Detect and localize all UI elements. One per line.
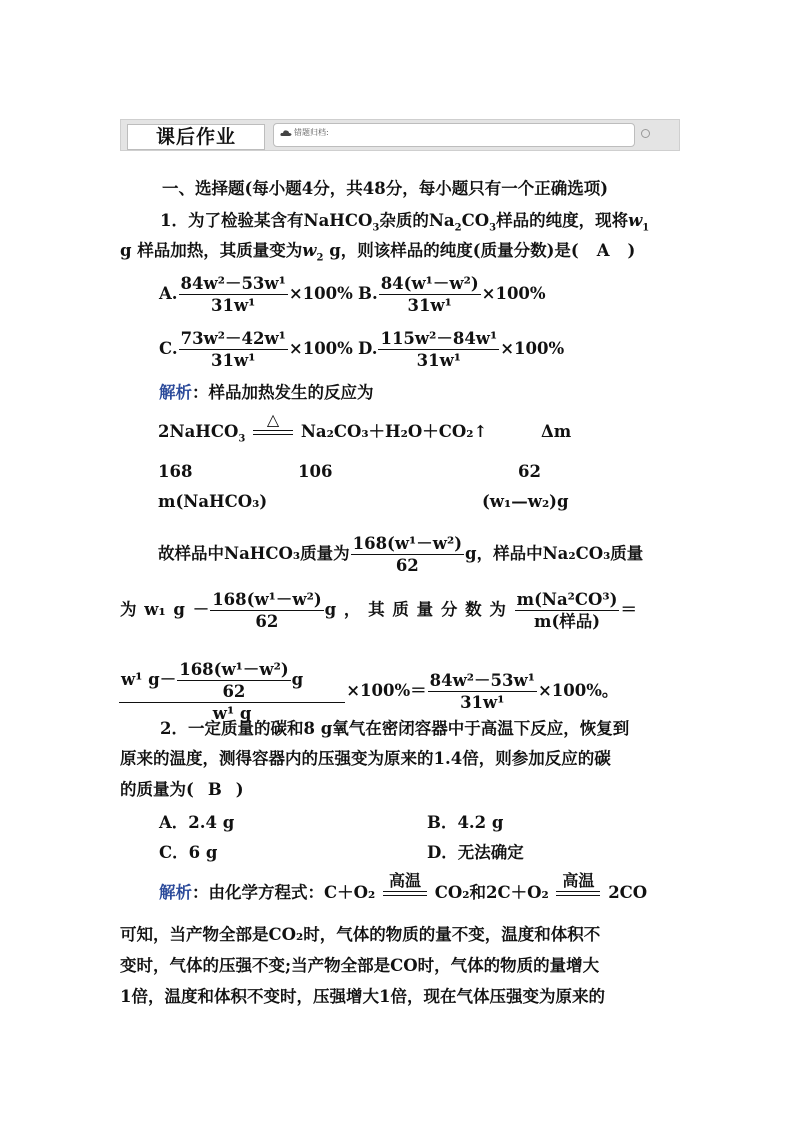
analysis-text: ：样品加热发生的反应为 bbox=[192, 383, 374, 402]
condition-text: 高温 bbox=[388, 871, 421, 890]
denominator: 31w¹ bbox=[179, 349, 288, 370]
numerator: 115w²－84w¹ bbox=[380, 329, 498, 348]
denominator: 31w¹ bbox=[378, 349, 499, 370]
text: w¹ g－ bbox=[121, 670, 177, 689]
error-archive-label: 错题归档: bbox=[294, 128, 329, 137]
denominator: 31w¹ bbox=[179, 294, 288, 315]
option-letter: D. bbox=[358, 339, 378, 358]
cloud-icon bbox=[280, 129, 292, 137]
fraction bbox=[428, 671, 537, 712]
compound-denominator: w¹ g bbox=[119, 702, 345, 723]
percent: ×100% bbox=[288, 339, 353, 358]
q2-analysis-line1 bbox=[159, 871, 648, 903]
q1-option-d bbox=[358, 329, 564, 370]
q1-answer: A bbox=[596, 241, 610, 260]
text: g bbox=[291, 670, 304, 689]
equation-products: Na₂CO₃＋H₂O＋CO₂↑ bbox=[300, 422, 488, 441]
high-temp-condition-sign bbox=[381, 871, 429, 898]
heat-condition-sign bbox=[251, 410, 295, 437]
homework-header-banner bbox=[120, 119, 680, 151]
q1-stem-part: CO bbox=[461, 211, 490, 230]
numerator: 168(w¹－w²) bbox=[352, 534, 463, 553]
mass-168: 168 bbox=[158, 462, 193, 481]
q2-stem-line3: 的质量为( B ) bbox=[120, 780, 244, 799]
denominator: 31w¹ bbox=[379, 294, 481, 315]
text: ：由化学方程式：C＋O₂ bbox=[192, 883, 376, 902]
equation-reactant: 2NaHCO bbox=[158, 422, 239, 441]
high-temp-condition-sign bbox=[554, 871, 602, 898]
q2-stem-line2: 原来的温度，测得容器内的压强变为原来的1.4倍，则参加反应的碳 bbox=[120, 749, 611, 768]
text: g，样品中Na₂CO₃质量 bbox=[465, 544, 644, 563]
fraction bbox=[179, 329, 288, 370]
text: 故样品中NaHCO₃质量为 bbox=[158, 544, 350, 563]
heat-symbol: △ bbox=[266, 410, 280, 429]
q1-stem-line1: 1．为了检验某含有NaHCO$_3$杂质的$Na_2CO_3$样品的纯度，现将$w_1$ bbox=[160, 211, 650, 234]
mass-nahco3: m(NaHCO₃) bbox=[158, 492, 268, 511]
percent: ×100% bbox=[288, 284, 353, 303]
na2co3-mass-line bbox=[120, 590, 637, 631]
fraction bbox=[210, 590, 323, 631]
condition-text: 高温 bbox=[562, 871, 595, 890]
q2-stem-line1: 2．一定质量的碳和8 g氧气在密闭容器中于高温下反应，恢复到 bbox=[160, 719, 630, 738]
q2-option-a: A．2.4 g bbox=[159, 813, 235, 832]
text: 为 w₁ g － bbox=[120, 600, 210, 619]
analysis-label: 解析 bbox=[159, 383, 192, 402]
fraction bbox=[177, 660, 290, 701]
mass-difference: (w₁—w₂)g bbox=[482, 492, 569, 511]
q1-option-c bbox=[159, 329, 353, 370]
error-archive-field[interactable] bbox=[273, 123, 635, 147]
section-title: 一、选择题(每小题4分，共48分，每小题只有一个正确选项) bbox=[162, 179, 609, 198]
fraction bbox=[379, 274, 481, 315]
numerator: m(Na²CO³) bbox=[516, 590, 618, 609]
mass-106: 106 bbox=[298, 462, 333, 481]
denominator: 62 bbox=[210, 610, 323, 631]
q1-option-b bbox=[358, 274, 546, 315]
q2-analysis-line4: 1倍，温度和体积不变时，压强增大1倍，现在气体压强变为原来的 bbox=[120, 987, 605, 1006]
equals: ＝ bbox=[620, 600, 637, 619]
q2-analysis-line3: 变时，气体的压强不变;当产物全部是CO时，气体的物质的量增大 bbox=[120, 956, 600, 975]
q1-option-a bbox=[159, 274, 353, 315]
numerator: 84w²－53w¹ bbox=[429, 671, 535, 690]
text: ×100%＝ bbox=[346, 681, 427, 700]
mass-62: 62 bbox=[518, 462, 541, 481]
delta-m: Δm bbox=[541, 422, 572, 441]
circle-icon[interactable] bbox=[641, 129, 650, 138]
q1-stem-part: 1．为了检验某含有NaHCO bbox=[160, 211, 373, 230]
q1-stem-part: g 样品加热，其质量变为 bbox=[120, 241, 303, 260]
fraction bbox=[179, 274, 288, 315]
numerator: 84(w¹－w²) bbox=[380, 274, 479, 293]
q2-answer: B bbox=[207, 780, 222, 799]
q1-stem-line2: g 样品加热，其质量变为$w_2$ g，则该样品的纯度(质量分数)是( A ) bbox=[120, 241, 636, 264]
percent: ×100% bbox=[481, 284, 546, 303]
numerator: 168(w¹－w²) bbox=[179, 660, 289, 679]
reaction-equation: 2NaHCO$_3$ △ Na₂CO₃＋H₂O＋CO₂↑ bbox=[158, 410, 488, 445]
fraction bbox=[351, 534, 464, 575]
q2-option-c: C．6 g bbox=[159, 843, 218, 862]
q1-analysis-intro bbox=[159, 383, 374, 403]
purity-result-line bbox=[118, 660, 618, 723]
q2-option-b: B．4.2 g bbox=[427, 813, 504, 832]
q1-stem-part: g，则该样品的纯度(质量分数)是( bbox=[329, 241, 579, 260]
nahco3-mass-line bbox=[158, 534, 643, 575]
option-letter: B. bbox=[358, 284, 378, 303]
denominator: 62 bbox=[351, 554, 464, 575]
fraction bbox=[515, 590, 620, 631]
percent: ×100% bbox=[500, 339, 565, 358]
q1-stem-part: 杂质的Na bbox=[379, 211, 455, 230]
text: 的质量为( bbox=[120, 780, 194, 799]
q2-analysis-line2: 可知，当产物全部是CO₂时，气体的物质的量不变，温度和体积不 bbox=[120, 925, 601, 944]
denominator: m(样品) bbox=[515, 610, 620, 631]
numerator: 168(w¹－w²) bbox=[212, 590, 322, 609]
numerator: 84w²－53w¹ bbox=[180, 274, 286, 293]
text: CO₂和2C＋O₂ bbox=[434, 883, 549, 902]
denominator: 62 bbox=[177, 680, 290, 701]
denominator: 31w¹ bbox=[428, 691, 537, 712]
q1-stem-part: 样品的纯度，现将 bbox=[496, 211, 629, 230]
text: 2CO bbox=[608, 883, 648, 902]
text: ×100%。 bbox=[537, 681, 619, 700]
option-letter: A. bbox=[159, 284, 178, 303]
q2-option-d: D．无法确定 bbox=[427, 843, 524, 862]
compound-fraction bbox=[119, 660, 345, 723]
header-title: 课后作业 bbox=[127, 124, 265, 150]
text: g ， 其 质 量 分 数 为 bbox=[324, 600, 506, 619]
compound-numerator bbox=[119, 660, 345, 702]
numerator: 73w²－42w¹ bbox=[180, 329, 286, 348]
fraction bbox=[378, 329, 499, 370]
option-letter: C. bbox=[159, 339, 178, 358]
analysis-label: 解析 bbox=[159, 883, 192, 902]
